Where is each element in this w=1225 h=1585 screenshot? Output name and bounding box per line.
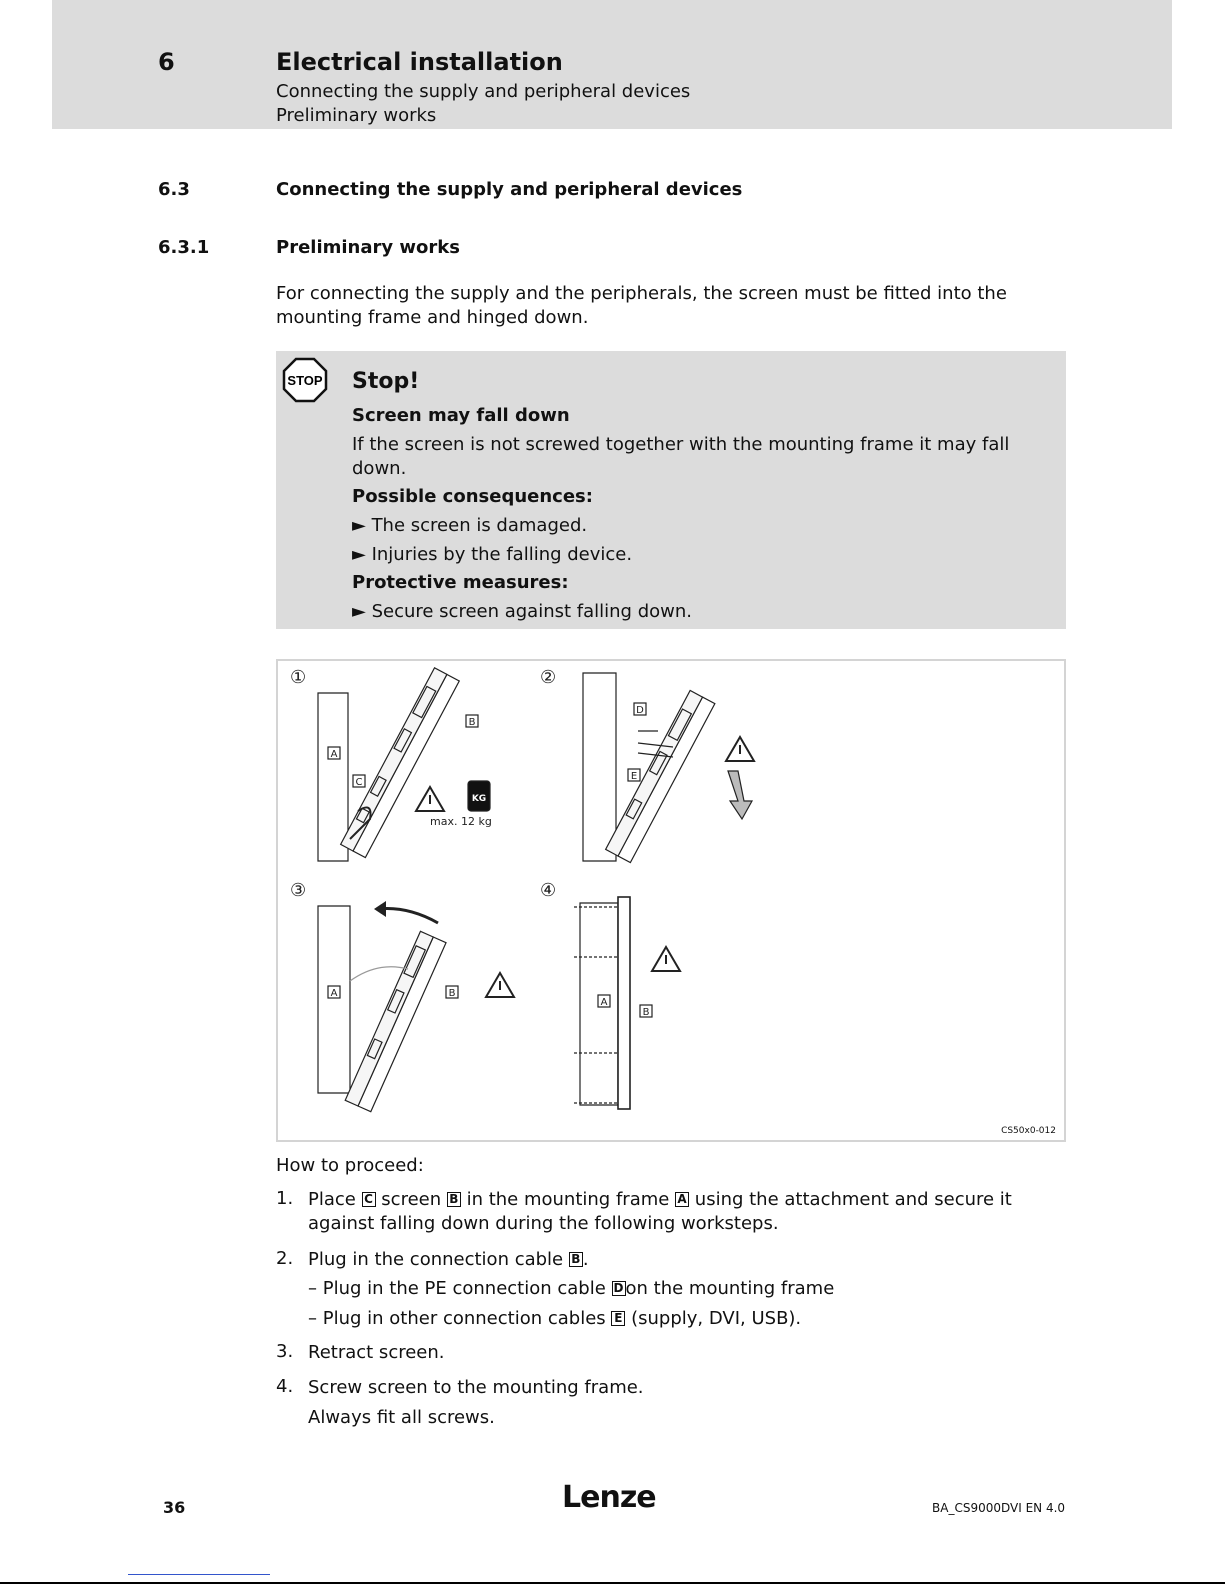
section-title: Connecting the supply and peripheral devices: [276, 179, 743, 200]
label-b: B: [448, 988, 456, 999]
label-e-box: E: [611, 1311, 625, 1326]
step-text: – Plug in the PE connection cable: [308, 1278, 612, 1299]
weight-label: max. 12 kg: [430, 815, 492, 828]
chapter-subtitle: Connecting the supply and peripheral devices: [276, 81, 691, 102]
page-number: 36: [163, 1498, 186, 1517]
arrow-left-icon: [378, 909, 438, 923]
chapter-number: 6: [158, 48, 175, 76]
label-b: B: [468, 717, 476, 728]
mounting-frame: [580, 903, 618, 1105]
label-d: D: [636, 705, 644, 716]
measures-label: Protective measures:: [352, 572, 569, 593]
consequence-item: ► The screen is damaged.: [352, 515, 588, 536]
intro-paragraph: For connecting the supply and the peripherals, the screen must be fitted into the mounting frame and hinged down.: [276, 283, 1007, 328]
step-number: 3.: [276, 1341, 294, 1362]
label-a-box: A: [675, 1192, 689, 1207]
label-a: A: [330, 988, 338, 999]
screen-drawing: [606, 690, 715, 862]
label-c-box: C: [362, 1192, 376, 1207]
measure-item: ► Secure screen against falling down.: [352, 601, 692, 622]
installation-figure: [276, 659, 1066, 1142]
subsection-number: 6.3.1: [158, 237, 210, 258]
step-2-sub: [308, 1277, 1048, 1301]
step-number: 4.: [276, 1376, 294, 1397]
panel-number: ②: [540, 667, 557, 688]
step-2-sub: [308, 1307, 1048, 1331]
section-number: 6.3: [158, 179, 190, 200]
screen-drawing: [341, 668, 460, 858]
arrow-down-icon: [728, 771, 752, 819]
label-e: E: [630, 771, 638, 782]
step-text: – Plug in other connection cables: [308, 1308, 612, 1329]
label-a: A: [600, 997, 608, 1008]
screen-drawing: [618, 897, 630, 1109]
step-text: Plug in the connection cable: [308, 1249, 569, 1270]
stop-subheading: Screen may fall down: [352, 405, 570, 426]
step-3: Retract screen.: [308, 1342, 445, 1363]
step-text: on the mounting frame: [625, 1278, 835, 1299]
step-text: Place: [308, 1189, 362, 1210]
mounting-frame: [318, 906, 350, 1093]
figure-id: CS50x0-012: [1001, 1126, 1056, 1136]
step-text: screen: [375, 1189, 447, 1210]
page-link[interactable]: [128, 1574, 270, 1575]
step-1: [308, 1188, 1048, 1236]
chapter-header: [52, 0, 1172, 129]
step-number: 1.: [276, 1188, 294, 1209]
chapter-title: Electrical installation: [276, 48, 563, 76]
stop-icon-label: STOP: [287, 373, 323, 388]
label-b-box: B: [569, 1252, 583, 1267]
stop-heading: Stop!: [352, 369, 420, 394]
step-number: 2.: [276, 1248, 294, 1269]
weight-icon-label: KG: [471, 794, 487, 804]
label-b-box: B: [447, 1192, 461, 1207]
step-2: [308, 1248, 1048, 1272]
screen-drawing: [345, 931, 446, 1111]
panel-number: ①: [290, 667, 307, 688]
label-c: C: [355, 777, 363, 788]
step-4: Screw screen to the mounting frame.: [308, 1377, 644, 1398]
mounting-frame: [583, 673, 616, 861]
consequence-item: ► Injuries by the falling device.: [352, 544, 633, 565]
step-text: in the mounting frame: [460, 1189, 676, 1210]
label-d-box: D: [612, 1281, 626, 1296]
step-text: (supply, DVI, USB).: [625, 1308, 802, 1329]
step-text: .: [582, 1249, 589, 1270]
installation-drawing: [278, 661, 1064, 1140]
label-b: B: [642, 1007, 650, 1018]
chapter-subtitle-2: Preliminary works: [276, 105, 437, 126]
divider: [0, 1582, 1225, 1584]
stop-icon: [282, 357, 328, 403]
panel-number: ④: [540, 880, 557, 901]
panel-number: ③: [290, 880, 307, 901]
mounting-frame: [318, 693, 348, 861]
step-4-note: Always fit all screws.: [308, 1407, 495, 1428]
procedure-intro: How to proceed:: [276, 1155, 424, 1176]
document-id: BA_CS9000DVI EN 4.0: [932, 1501, 1066, 1515]
consequences-label: Possible consequences:: [352, 486, 593, 507]
step-text: using the attachment and secure it against falling down during the following worksteps.: [308, 1189, 1012, 1234]
lenze-logo: Lenze: [562, 1480, 656, 1515]
subsection-title: Preliminary works: [276, 237, 460, 258]
label-a: A: [330, 749, 338, 760]
stop-description: If the screen is not screwed together with the mounting frame it may fall down.: [352, 434, 1010, 479]
